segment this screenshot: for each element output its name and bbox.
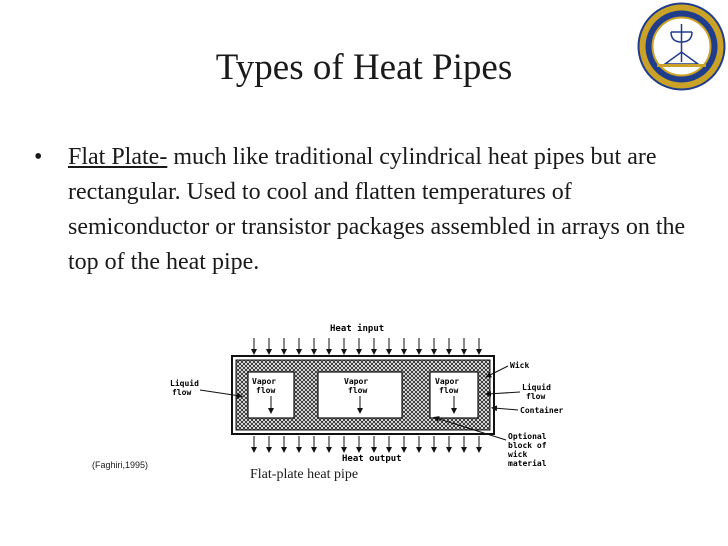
liquid-flow-left-label-2: flow — [172, 388, 192, 397]
bullet-description: much like traditional cylindrical heat pipes but are rectangular. Used to cool and flatten temperatures of semiconductor or transistor packages assembled in arrays on the top of the heat pipe. — [68, 144, 686, 275]
bullet-text — [68, 140, 708, 280]
vapor-label-right-2: flow — [439, 386, 459, 395]
slide-title: Types of Heat Pipes — [215, 47, 513, 88]
heat-input-arrows — [254, 338, 479, 352]
diagram-caption: Flat-plate heat pipe — [250, 467, 359, 482]
citation: (Faghiri,1995) — [92, 460, 149, 470]
optional-block-label-4: material — [508, 459, 547, 468]
vapor-label-left-1: Vapor — [252, 377, 277, 386]
flat-plate-heat-pipe-diagram — [150, 318, 580, 488]
container-label: Container — [520, 406, 564, 415]
optional-block-label-3: wick — [508, 450, 528, 459]
vapor-label-left-2: flow — [256, 386, 276, 395]
wick-label: Wick — [510, 361, 530, 370]
liquid-flow-right-label-1: Liquid — [522, 383, 551, 392]
vapor-label-right-1: Vapor — [435, 377, 460, 386]
bullet-term: Flat Plate- — [68, 144, 168, 170]
heat-input-label: Heat input — [330, 324, 385, 334]
institute-seal-icon — [637, 2, 726, 91]
vapor-label-center-2: flow — [348, 386, 368, 395]
optional-block-label-1: Optional — [508, 432, 547, 441]
heat-output-arrows — [254, 436, 479, 450]
bullet-marker: • — [34, 144, 43, 170]
liquid-flow-right-label-2: flow — [526, 392, 546, 401]
container-pointer — [494, 408, 518, 410]
liquid-flow-left-label-1: Liquid — [170, 379, 199, 388]
vapor-label-center-1: Vapor — [344, 377, 369, 386]
heat-output-label: Heat output — [342, 454, 402, 464]
optional-block-label-2: block of — [508, 441, 547, 450]
